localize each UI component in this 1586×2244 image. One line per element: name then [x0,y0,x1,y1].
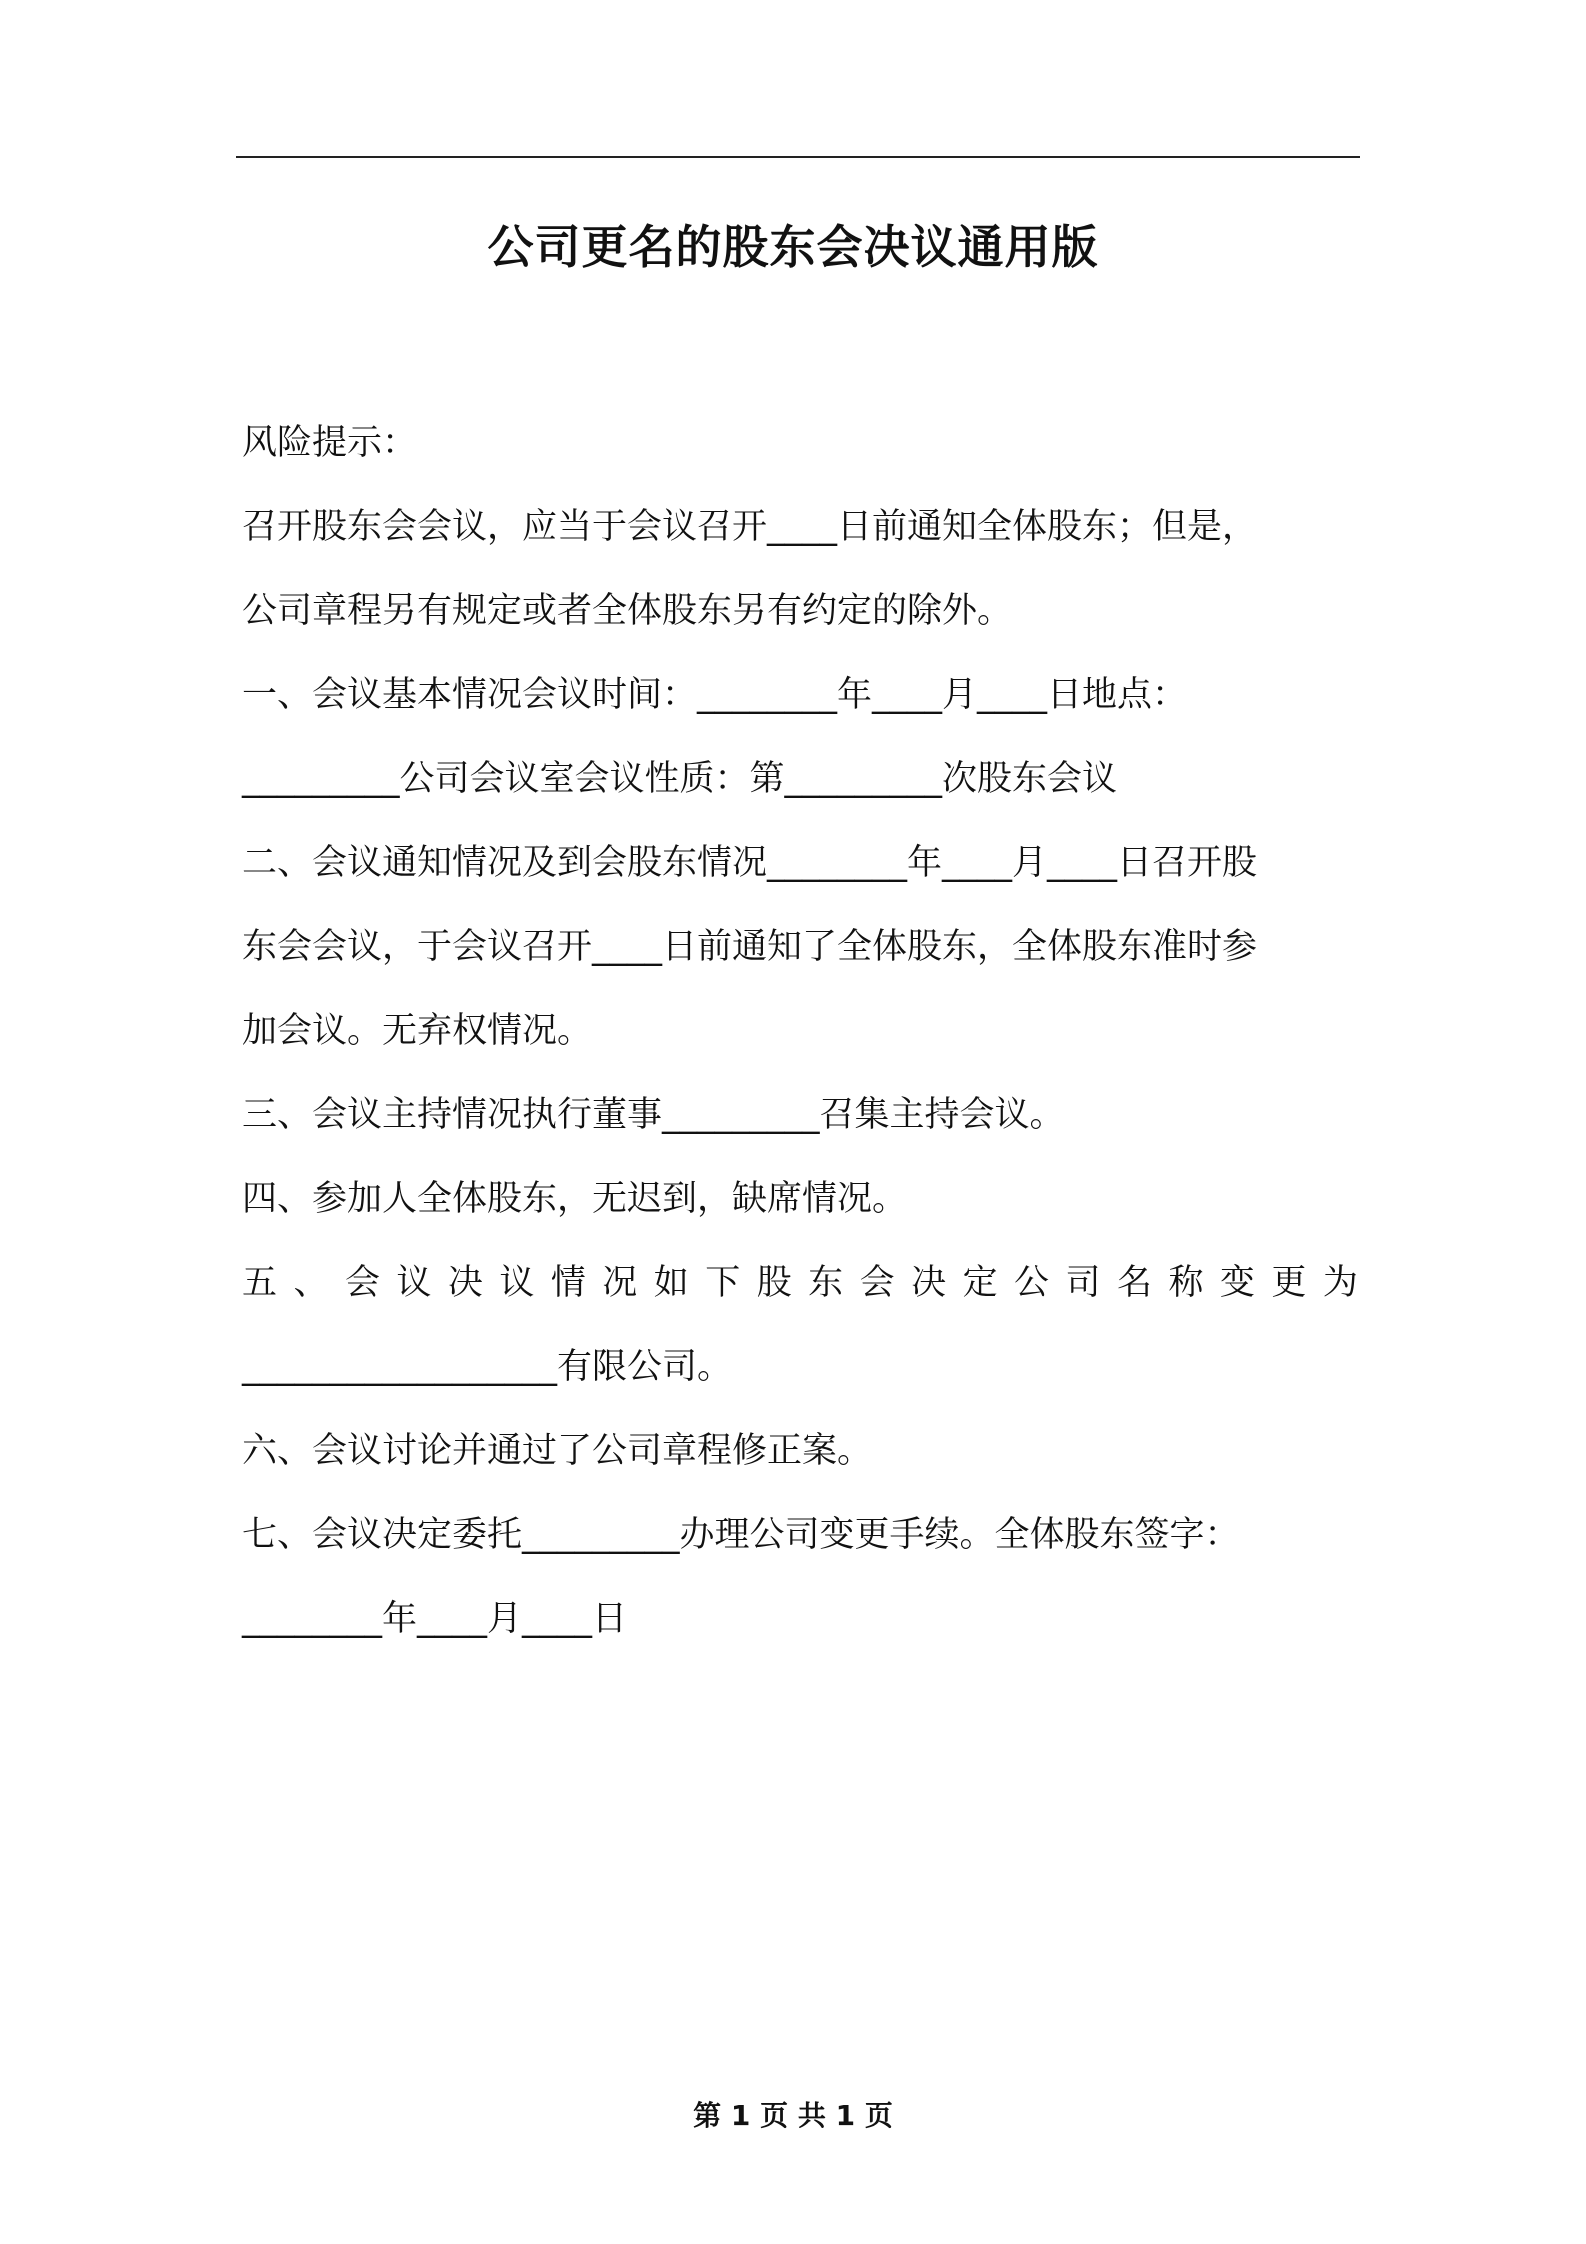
risk-heading: 风险提示： [242,423,418,463]
justified-char: 东 [808,1263,844,1303]
justified-char: 、 [293,1263,329,1303]
section-2-line-3: 加会议。无弃权情况。 [242,1011,593,1051]
justified-char: 议 [396,1263,432,1303]
section-5-line-1 [242,1241,1358,1325]
justified-char: 议 [499,1263,535,1303]
justified-char: 股 [756,1263,792,1303]
justified-char: 变 [1219,1263,1255,1303]
section-5-line-2: __________________有限公司。 [242,1347,733,1387]
header-rule [236,156,1360,158]
justified-char: 名 [1116,1263,1152,1303]
risk-line-2: 公司章程另有规定或者全体股东另有约定的除外。 [242,591,1013,631]
justified-char: 情 [550,1263,586,1303]
section-4-line: 四、参加人全体股东，无迟到，缺席情况。 [242,1179,908,1219]
section-7-line-1: 七、会议决定委托_________办理公司变更手续。全体股东签字： [242,1515,1240,1555]
justified-char: 五 [242,1263,278,1303]
section-7-line-2: ________年____月____日 [242,1599,628,1639]
page-footer: 第 1 页 共 1 页 [693,2099,893,2132]
risk-line-1: 召开股东会会议，应当于会议召开____日前通知全体股东；但是， [242,507,1258,547]
section-6-line: 六、会议讨论并通过了公司章程修正案。 [242,1431,873,1471]
justified-char: 更 [1271,1263,1307,1303]
justified-char: 决 [447,1263,483,1303]
document-title: 公司更名的股东会决议通用版 [487,220,1099,274]
justified-char: 定 [962,1263,998,1303]
justified-char: 司 [1065,1263,1101,1303]
justified-char: 公 [1014,1263,1050,1303]
section-2-line-1: 二、会议通知情况及到会股东情况________年____月____日召开股 [242,843,1258,883]
justified-char: 会 [344,1263,380,1303]
document-body [242,401,1358,1661]
section-1-line-1: 一、会议基本情况会议时间：________年____月____日地点： [242,675,1188,715]
justified-char: 会 [859,1263,895,1303]
justified-char: 决 [911,1263,947,1303]
section-3-line: 三、会议主持情况执行董事_________召集主持会议。 [242,1095,1065,1135]
justified-char: 为 [1322,1263,1358,1303]
justified-char: 况 [602,1263,638,1303]
section-1-line-2: _________公司会议室会议性质：第_________次股东会议 [242,759,1118,799]
justified-char: 称 [1168,1263,1204,1303]
section-2-line-2: 东会会议，于会议召开____日前通知了全体股东，全体股东准时参 [242,927,1258,967]
justified-char: 如 [653,1263,689,1303]
justified-char: 下 [705,1263,741,1303]
